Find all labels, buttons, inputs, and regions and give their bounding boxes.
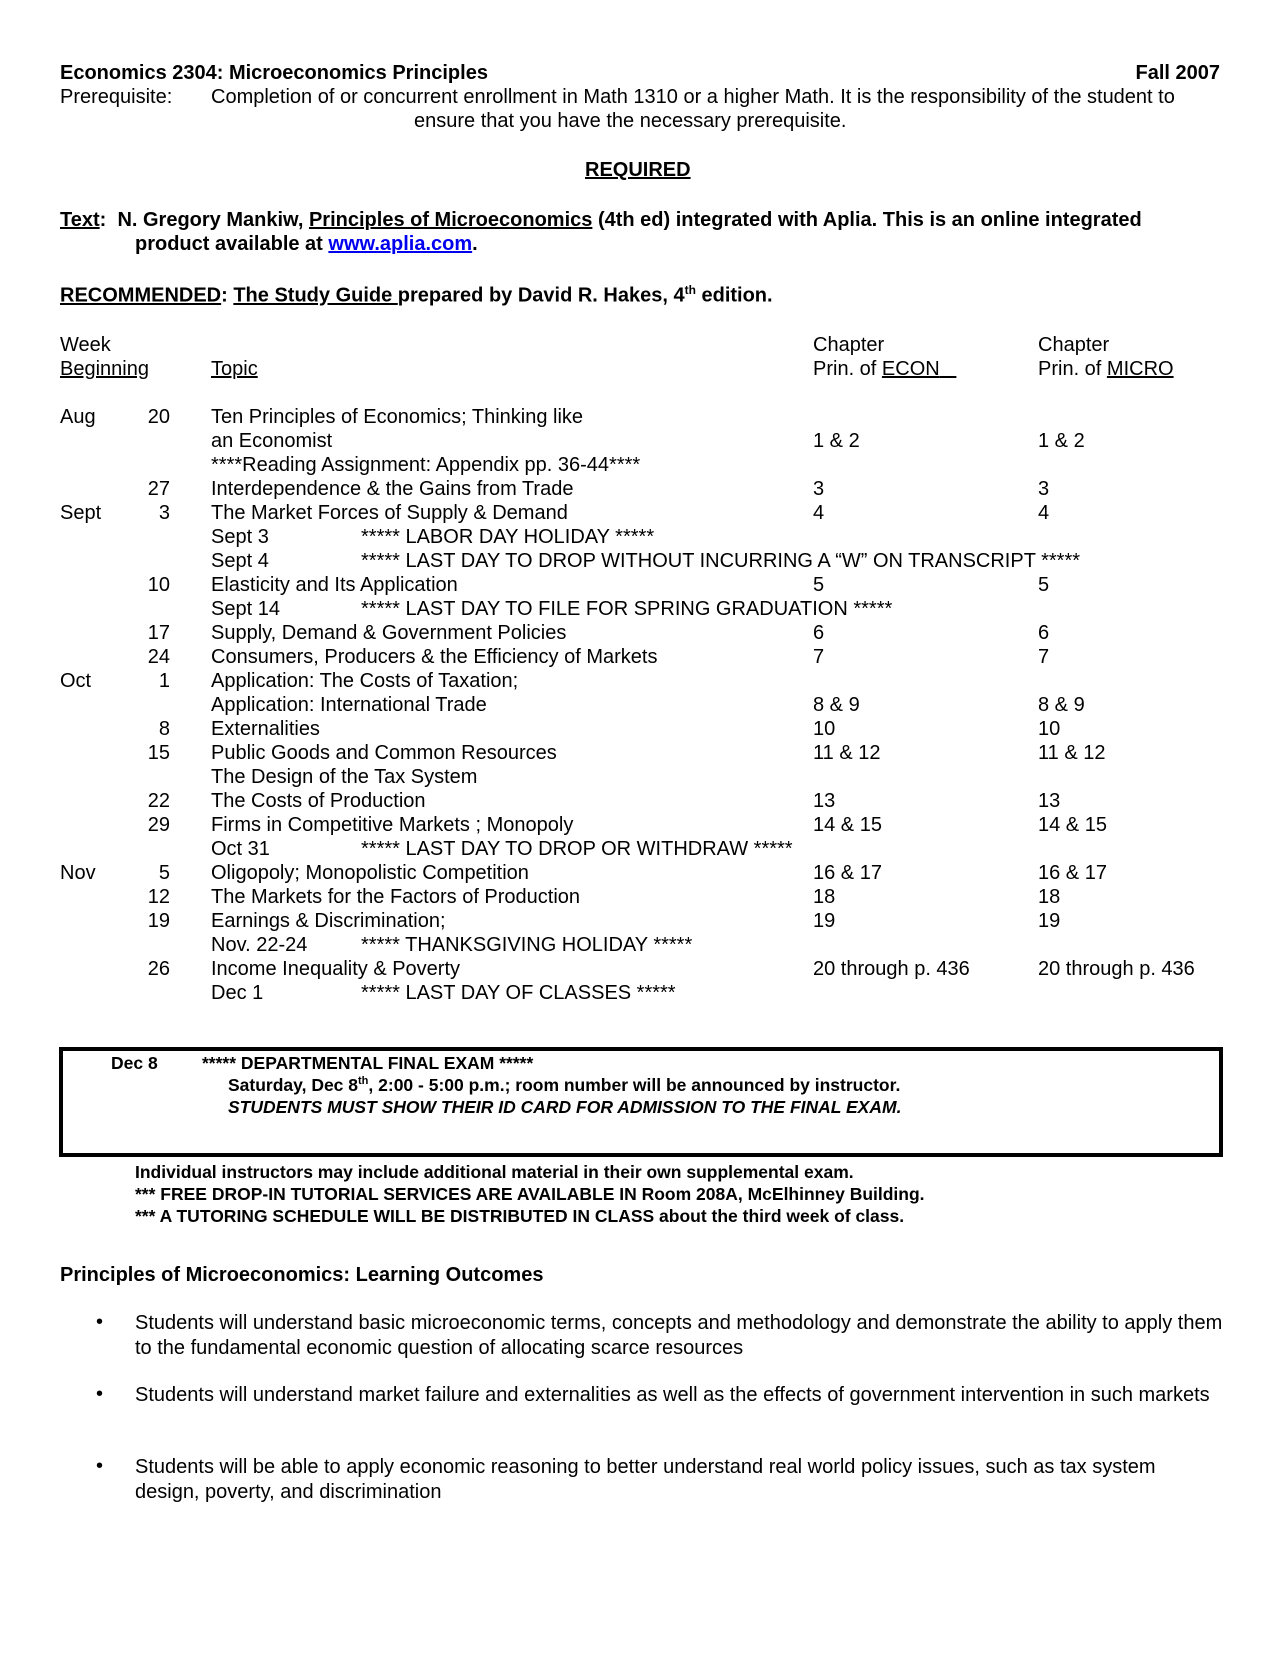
schedule-topic: Elasticity and Its Application [211, 574, 458, 596]
schedule-topic: Ten Principles of Economics; Thinking like [211, 406, 584, 428]
text-line2: product available at [135, 233, 329, 255]
exam-time-sup: th [358, 1075, 369, 1088]
col-prin-micro-a: Prin. of [1038, 358, 1107, 380]
schedule-note: ***** LAST DAY OF CLASSES ***** [361, 982, 676, 1004]
schedule-topic: ****Reading Assignment: Appendix pp. 36-44**** [211, 454, 641, 476]
note-tutoring-schedule: *** A TUTORING SCHEDULE WILL BE DISTRIBUTED IN CLASS about the third week of class. [135, 1206, 905, 1226]
required-text-line-1 [60, 209, 1142, 232]
exam-date: Dec 8 [111, 1053, 158, 1073]
schedule-topic: Supply, Demand & Government Policies [211, 622, 567, 644]
schedule-chapter-econ: 11 & 12 [813, 742, 881, 764]
col-chapter-micro: Chapter [1038, 334, 1110, 356]
col-prin-econ-b: ECON [881, 358, 940, 380]
schedule-note: ***** LAST DAY TO DROP WITHOUT INCURRING A “W” ON TRANSCRIPT ***** [361, 550, 1081, 572]
prerequisite-line-2: ensure that you have the necessary prerequisite. [414, 110, 847, 132]
col-beginning: Beginning [60, 358, 149, 380]
schedule-day: 22 [147, 790, 170, 812]
schedule-note: ***** THANKSGIVING HOLIDAY ***** [361, 934, 693, 956]
schedule-topic: Earnings & Discrimination; [211, 910, 446, 932]
schedule-day: 15 [147, 742, 170, 764]
required-text-line-2 [135, 233, 478, 256]
recommended-sup: th [684, 283, 696, 297]
schedule-chapter-econ: 3 [813, 478, 825, 500]
schedule-topic: The Design of the Tax System [211, 766, 478, 788]
schedule-month: Oct [60, 670, 92, 692]
schedule-day: 1 [158, 670, 170, 692]
prerequisite-label: Prerequisite: [60, 86, 173, 108]
aplia-link[interactable]: www.aplia.com [328, 233, 473, 255]
schedule-note: ***** LAST DAY TO FILE FOR SPRING GRADUATION ***** [361, 598, 893, 620]
bullet-3: • [96, 1455, 104, 1477]
schedule-chapter-micro: 18 [1038, 886, 1061, 908]
schedule-chapter-micro: 4 [1038, 502, 1050, 524]
schedule-day: 27 [147, 478, 170, 500]
schedule-chapter-econ: 10 [813, 718, 836, 740]
schedule-chapter-micro: 6 [1038, 622, 1050, 644]
schedule-topic: Firms in Competitive Markets ; Monopoly [211, 814, 574, 836]
schedule-day: 17 [147, 622, 170, 644]
bullet-2: • [96, 1383, 104, 1405]
schedule-chapter-micro: 20 through p. 436 [1038, 958, 1195, 980]
schedule-month: Nov [60, 862, 96, 884]
schedule-note: ***** LAST DAY TO DROP OR WITHDRAW ***** [361, 838, 793, 860]
schedule-note-date: Sept 14 [211, 598, 280, 620]
note-supplemental: Individual instructors may include additional material in their own supplemental exam. [135, 1162, 854, 1182]
schedule-month: Aug [60, 406, 96, 428]
text-label: Text [60, 209, 100, 231]
recommended-rest-2: edition. [695, 284, 773, 307]
exam-time-a: Saturday, Dec 8 [228, 1075, 359, 1095]
schedule-chapter-micro: 10 [1038, 718, 1061, 740]
schedule-topic: Application: International Trade [211, 694, 487, 716]
schedule-topic: Application: The Costs of Taxation; [211, 670, 519, 692]
schedule-chapter-econ: 7 [813, 646, 825, 668]
schedule-chapter-econ: 6 [813, 622, 825, 644]
schedule-chapter-micro: 19 [1038, 910, 1061, 932]
recommended-label: RECOMMENDED [60, 284, 222, 307]
schedule-note: ***** LABOR DAY HOLIDAY ***** [361, 526, 655, 548]
schedule-topic: The Market Forces of Supply & Demand [211, 502, 568, 524]
schedule-day: 10 [147, 574, 170, 596]
schedule-chapter-micro: 14 & 15 [1038, 814, 1107, 836]
exam-time-b: , 2:00 - 5:00 p.m.; room number will be announced by instructor. [368, 1075, 901, 1095]
schedule-chapter-econ: 5 [813, 574, 825, 596]
schedule-topic: Public Goods and Common Resources [211, 742, 557, 764]
text-period: . [472, 233, 478, 255]
schedule-note-date: Sept 4 [211, 550, 269, 572]
study-guide-title: The Study Guide [233, 284, 398, 307]
schedule-topic: an Economist [211, 430, 333, 452]
schedule-topic: The Costs of Production [211, 790, 426, 812]
required-heading: REQUIRED [585, 159, 691, 181]
outcome-2: Students will understand market failure and externalities as well as the effects of government intervention in such markets [135, 1384, 1210, 1406]
exam-title: ***** DEPARTMENTAL FINAL EXAM ***** [202, 1053, 534, 1073]
schedule-day: 3 [158, 502, 170, 524]
schedule-topic: Externalities [211, 718, 320, 740]
outcome-3: Students will be able to apply economic reasoning to better understand real world policy issues, such as tax system design, poverty, and discrimination [135, 1456, 1156, 1503]
schedule-chapter-econ: 1 & 2 [813, 430, 860, 452]
schedule-topic: The Markets for the Factors of Production [211, 886, 581, 908]
schedule-chapter-micro: 1 & 2 [1038, 430, 1085, 452]
text-colon: : [99, 209, 107, 231]
note-tutorial: *** FREE DROP-IN TUTORIAL SERVICES ARE AVAILABLE IN Room 208A, McElhinney Building. [135, 1184, 925, 1204]
schedule-topic: Income Inequality & Poverty [211, 958, 461, 980]
schedule-day: 12 [147, 886, 170, 908]
schedule-note-date: Dec 1 [211, 982, 264, 1004]
prerequisite-line-1: Completion of or concurrent enrollment in Math 1310 or a higher Math. It is the responsibility of the student to [211, 86, 1175, 108]
exam-time [228, 1075, 900, 1096]
recommended-line [60, 283, 773, 308]
schedule-day: 8 [158, 718, 170, 740]
schedule-day: 5 [158, 862, 170, 884]
schedule-chapter-micro: 13 [1038, 790, 1061, 812]
schedule-note-date: Nov. 22-24 [211, 934, 308, 956]
schedule-month: Sept [60, 502, 102, 524]
schedule-chapter-micro: 7 [1038, 646, 1050, 668]
bullet-1: • [96, 1311, 104, 1333]
schedule-chapter-micro: 5 [1038, 574, 1050, 596]
schedule-topic: Oligopoly; Monopolistic Competition [211, 862, 529, 884]
schedule-chapter-micro: 8 & 9 [1038, 694, 1085, 716]
text-author: N. Gregory Mankiw, [117, 209, 309, 231]
schedule-day: 24 [147, 646, 170, 668]
text-book-title: Principles of Microeconomics [308, 209, 593, 231]
schedule-chapter-micro: 11 & 12 [1038, 742, 1106, 764]
recommended-rest-1: prepared by David R. Hakes, 4 [397, 284, 685, 307]
schedule-chapter-econ: 14 & 15 [813, 814, 882, 836]
schedule-day: 19 [147, 910, 170, 932]
exam-id-notice: STUDENTS MUST SHOW THEIR ID CARD FOR ADMISSION TO THE FINAL EXAM. [228, 1097, 902, 1117]
schedule-chapter-econ: 16 & 17 [813, 862, 882, 884]
schedule-chapter-econ: 20 through p. 436 [813, 958, 970, 980]
course-title: Economics 2304: Microeconomics Principles [60, 62, 488, 84]
schedule-chapter-micro: 3 [1038, 478, 1050, 500]
schedule-chapter-econ: 8 & 9 [813, 694, 860, 716]
schedule-day: 29 [147, 814, 170, 836]
col-week: Week [60, 334, 111, 356]
schedule-topic: Interdependence & the Gains from Trade [211, 478, 574, 500]
schedule-chapter-econ: 19 [813, 910, 836, 932]
outcomes-heading: Principles of Microeconomics: Learning Outcomes [60, 1264, 544, 1286]
recommended-colon: : [221, 284, 234, 307]
schedule-chapter-micro: 16 & 17 [1038, 862, 1107, 884]
schedule-chapter-econ: 18 [813, 886, 836, 908]
schedule-chapter-econ: 4 [813, 502, 825, 524]
schedule-day: 20 [147, 406, 170, 428]
schedule-note-date: Sept 3 [211, 526, 269, 548]
schedule-topic: Consumers, Producers & the Efficiency of Markets [211, 646, 658, 668]
text-book-rest: (4th ed) integrated with Aplia. This is an online integrated [592, 209, 1142, 231]
schedule-note-date: Oct 31 [211, 838, 270, 860]
col-topic: Topic [211, 358, 258, 380]
term: Fall 2007 [1135, 62, 1220, 84]
schedule-chapter-econ: 13 [813, 790, 836, 812]
col-prin-micro [1038, 357, 1174, 381]
outcome-1: Students will understand basic microeconomic terms, concepts and methodology and demonstrate the ability to apply them to the fundamental economic question of allocating scarce resources [135, 1312, 1223, 1359]
col-prin-econ [813, 357, 956, 381]
col-prin-econ-a: Prin. of [813, 358, 882, 380]
col-chapter-econ: Chapter [813, 334, 885, 356]
schedule-day: 26 [147, 958, 170, 980]
col-prin-micro-b: MICRO [1106, 358, 1174, 380]
